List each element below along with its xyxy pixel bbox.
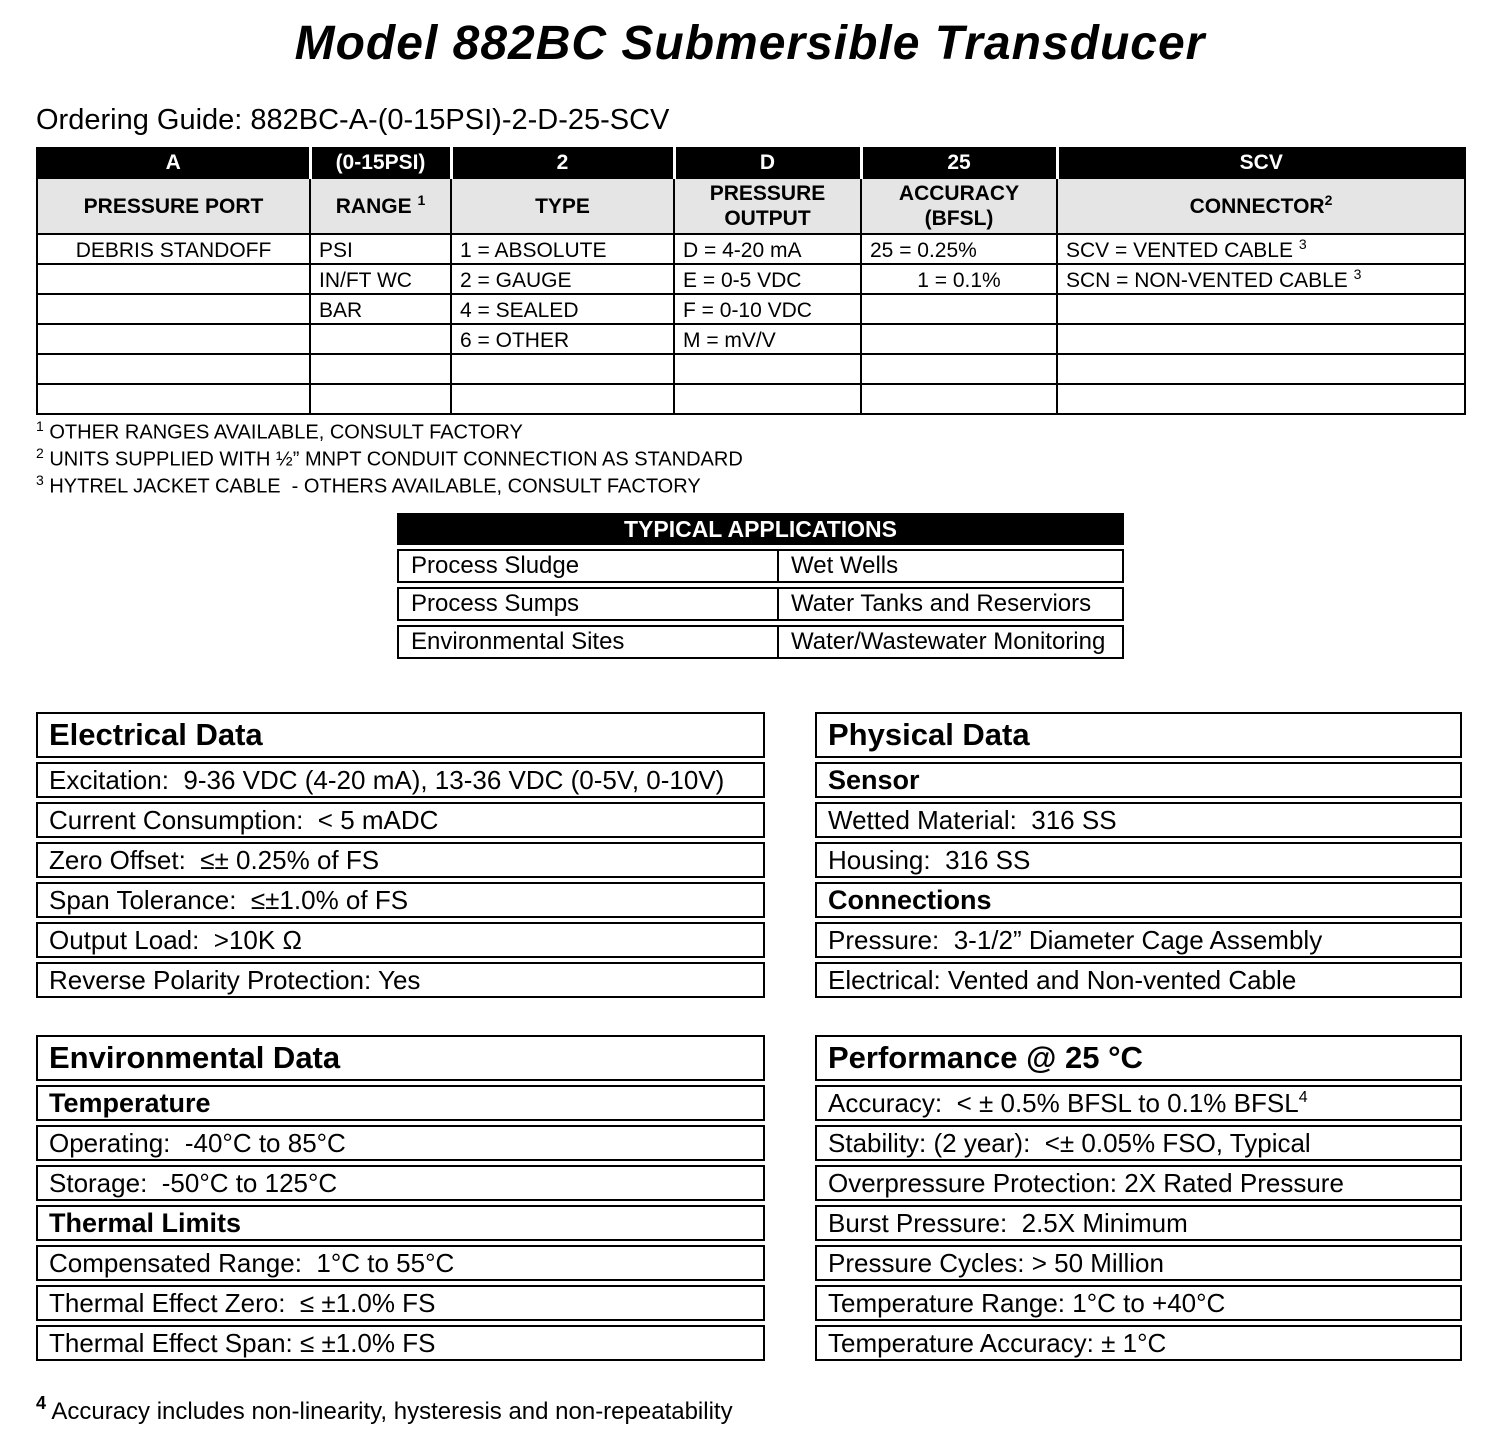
table-row	[37, 384, 1465, 414]
spec-row: Reverse Polarity Protection: Yes	[36, 962, 765, 998]
table-cell: 6 = OTHER	[451, 324, 674, 354]
table-cell	[451, 354, 674, 384]
spec-row: Excitation: 9-36 VDC (4-20 mA), 13-36 VDC (0-5V, 0-10V)	[36, 762, 765, 798]
footnote-3: $^3$ HYTREL JACKET CABLE - OTHERS AVAILABLE, CONSULT FACTORY	[36, 471, 701, 498]
table-row	[397, 549, 1124, 583]
table-cell	[37, 294, 310, 324]
environmental-data-table	[36, 1035, 765, 1365]
spec-row: Thermal Effect Zero: ≤ ±1.0% FS	[36, 1285, 765, 1321]
table-cell: IN/FT WC	[310, 264, 451, 294]
table-cell: 1 = ABSOLUTE	[451, 234, 674, 264]
electrical-data-table	[36, 712, 765, 1002]
table-cell	[861, 294, 1057, 324]
ordering-table	[36, 147, 1466, 415]
table-cell: Environmental Sites	[399, 627, 779, 657]
table-row	[37, 234, 1465, 264]
table-cell	[451, 384, 674, 414]
table-cell	[1057, 354, 1465, 384]
column-header: PRESSURE OUTPUT	[674, 178, 861, 234]
ordering-guide-line: Ordering Guide: 882BC-A-(0-15PSI)-2-D-25-SCV	[36, 104, 670, 137]
table-cell: Water/Wastewater Monitoring	[791, 628, 1106, 656]
table-row	[37, 264, 1465, 294]
page-title: Model 882BC Submersible Transducer	[294, 17, 1206, 70]
spec-row: Span Tolerance: ≤±1.0% of FS	[36, 882, 765, 918]
column-header: TYPE	[451, 178, 674, 234]
table-row	[37, 354, 1465, 384]
performance-data-table	[815, 1035, 1462, 1365]
accuracy-footnote: $^4$ Accuracy includes non-linearity, hysteresis and non-repeatability	[36, 1393, 733, 1426]
spec-row: Stability: (2 year): <± 0.05% FSO, Typical	[815, 1125, 1462, 1161]
spec-row: Electrical: Vented and Non-vented Cable	[815, 962, 1462, 998]
section-title: Electrical Data	[36, 712, 765, 758]
section-title: Physical Data	[815, 712, 1462, 758]
table-cell: SCV = VENTED CABLE $^3$	[1057, 234, 1465, 264]
applications-title: TYPICAL APPLICATIONS	[397, 513, 1124, 545]
table-cell: Process Sumps	[399, 589, 779, 619]
code-cell: A	[37, 148, 310, 178]
table-cell	[1057, 294, 1465, 324]
table-cell: 1 = 0.1%	[861, 264, 1057, 294]
footnote-2: $^2$ UNITS SUPPLIED WITH ½” MNPT CONDUIT CONNECTION AS STANDARD	[36, 444, 743, 471]
spec-row: Pressure: 3-1/2” Diameter Cage Assembly	[815, 922, 1462, 958]
section-title: Performance @ 25 °C	[815, 1035, 1462, 1081]
table-cell	[1057, 324, 1465, 354]
table-cell	[37, 354, 310, 384]
table-row	[37, 294, 1465, 324]
subsection-header: Thermal Limits	[36, 1205, 765, 1241]
spec-row: Burst Pressure: 2.5X Minimum	[815, 1205, 1462, 1241]
subsection-header: Sensor	[815, 762, 1462, 798]
ordering-code-row	[37, 148, 1465, 178]
spec-row: Pressure Cycles: > 50 Million	[815, 1245, 1462, 1281]
table-cell	[37, 264, 310, 294]
table-cell	[674, 384, 861, 414]
subsection-header: Connections	[815, 882, 1462, 918]
code-cell: D	[674, 148, 861, 178]
table-cell: E = 0-5 VDC	[674, 264, 861, 294]
code-cell: 25	[861, 148, 1057, 178]
table-row	[37, 324, 1465, 354]
table-cell: Water Tanks and Reserviors	[791, 590, 1092, 618]
table-cell: 2 = GAUGE	[451, 264, 674, 294]
section-title: Environmental Data	[36, 1035, 765, 1081]
table-cell: D = 4-20 mA	[674, 234, 861, 264]
table-row	[397, 587, 1124, 621]
spec-row: Compensated Range: 1°C to 55°C	[36, 1245, 765, 1281]
table-cell	[310, 354, 451, 384]
physical-data-table	[815, 712, 1462, 1002]
table-cell: PSI	[310, 234, 451, 264]
column-header: ACCURACY (BFSL)	[861, 178, 1057, 234]
spec-row: Zero Offset: ≤± 0.25% of FS	[36, 842, 765, 878]
table-row	[397, 625, 1124, 659]
table-cell	[310, 384, 451, 414]
footnote-1: $^1$ OTHER RANGES AVAILABLE, CONSULT FACTORY	[36, 418, 523, 444]
table-cell: M = mV/V	[674, 324, 861, 354]
code-cell: 2	[451, 148, 674, 178]
table-cell: Wet Wells	[791, 552, 899, 580]
table-cell	[674, 354, 861, 384]
column-header: PRESSURE PORT	[37, 178, 310, 234]
table-cell: 25 = 0.25%	[861, 234, 1057, 264]
ordering-footnotes	[36, 418, 1464, 498]
subsection-header: Temperature	[36, 1085, 765, 1121]
table-cell: DEBRIS STANDOFF	[37, 234, 310, 264]
table-cell	[37, 384, 310, 414]
table-cell	[37, 324, 310, 354]
code-cell: SCV	[1057, 148, 1465, 178]
spec-row: Overpressure Protection: 2X Rated Pressure	[815, 1165, 1462, 1201]
typical-applications-table	[397, 513, 1124, 659]
column-header: RANGE $^1$	[310, 178, 451, 234]
spec-row: Current Consumption: < 5 mADC	[36, 802, 765, 838]
table-cell: 4 = SEALED	[451, 294, 674, 324]
table-cell	[1057, 384, 1465, 414]
spec-row: Temperature Accuracy: ± 1°C	[815, 1325, 1462, 1361]
spec-row: Operating: -40°C to 85°C	[36, 1125, 765, 1161]
spec-row: Accuracy: < ± 0.5% BFSL to 0.1% BFSL 4	[815, 1085, 1462, 1121]
table-cell	[861, 384, 1057, 414]
table-cell: Process Sludge	[399, 551, 779, 581]
table-cell	[861, 324, 1057, 354]
spec-row: Thermal Effect Span: ≤ ±1.0% FS	[36, 1325, 765, 1361]
spec-row: Wetted Material: 316 SS	[815, 802, 1462, 838]
spec-row: Housing: 316 SS	[815, 842, 1462, 878]
table-cell: F = 0-10 VDC	[674, 294, 861, 324]
table-cell: SCN = NON-VENTED CABLE $^3$	[1057, 264, 1465, 294]
table-cell	[861, 354, 1057, 384]
table-cell: BAR	[310, 294, 451, 324]
spec-row: Storage: -50°C to 125°C	[36, 1165, 765, 1201]
spec-row: Temperature Range: 1°C to +40°C	[815, 1285, 1462, 1321]
spec-tables-grid	[36, 712, 1464, 1365]
spec-row: Output Load: >10K Ω	[36, 922, 765, 958]
table-cell	[310, 324, 451, 354]
ordering-header-row	[37, 178, 1465, 234]
column-header: CONNECTOR$^2$	[1057, 178, 1465, 234]
code-cell: (0-15PSI)	[310, 148, 451, 178]
